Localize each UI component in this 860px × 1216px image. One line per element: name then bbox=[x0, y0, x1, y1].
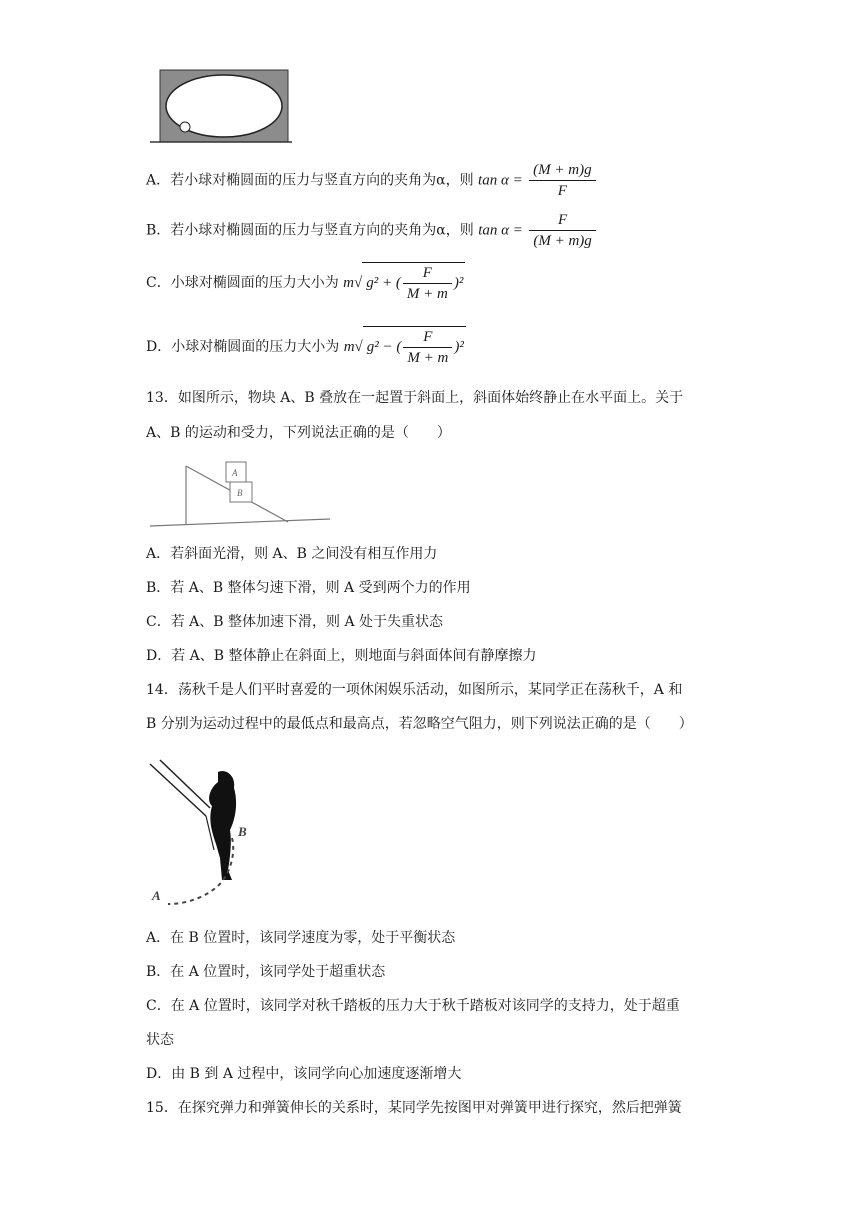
incline-figure bbox=[148, 456, 332, 530]
q14-stem-line1: 14．荡秋千是人们平时喜爱的一项休闲娱乐活动，如图所示，某同学正在荡秋千，A 和 bbox=[146, 682, 683, 698]
label-a: A bbox=[152, 888, 161, 903]
block-b-label: B bbox=[237, 488, 243, 498]
q12-option-d: D．小球对椭圆面的压力大小为 m√ g² − ( $\frac{F}{M + m}$ )² bbox=[146, 326, 466, 368]
q12-option-b: B．若小球对椭圆面的压力与竖直方向的夹角为α，则 tan α = $\frac{F}{(M + m)g}$ bbox=[146, 210, 598, 251]
q14-option-a: A．在 B 位置时，该同学速度为零，处于平衡状态 bbox=[146, 930, 456, 946]
q14-stem-line2: B 分别为运动过程中的最低点和最高点，若忽略空气阻力，则下列说法正确的是（ ） bbox=[146, 716, 693, 732]
q15-stem-line1: 15．在探究弹力和弹簧伸长的关系时，某同学先按图甲对弹簧甲进行探究，然后把弹簧 bbox=[146, 1100, 682, 1116]
q12-option-c: C．小球对椭圆面的压力大小为 m√ g² + ( $\frac{F}{M + m}$ )² bbox=[146, 262, 465, 304]
q13-stem-line1: 13．如图所示，物块 A、B 叠放在一起置于斜面上，斜面体始终静止在水平面上。关于 bbox=[146, 390, 684, 406]
fraction: $\frac{(M + m)g}{F}$ bbox=[529, 160, 595, 201]
q13-option-d: D．若 A、B 整体静止在斜面上，则地面与斜面体间有静摩擦力 bbox=[146, 648, 537, 664]
block-a-label: A bbox=[232, 468, 238, 478]
fraction: $\frac{F}{(M + m)g}$ bbox=[529, 210, 595, 251]
q13-option-a: A．若斜面光滑，则 A、B 之间没有相互作用力 bbox=[146, 546, 438, 562]
q13-option-b: B．若 A、B 整体匀速下滑，则 A 受到两个力的作用 bbox=[146, 580, 471, 596]
ellipse-figure bbox=[150, 68, 292, 148]
q14-option-b: B．在 A 位置时，该同学处于超重状态 bbox=[146, 964, 386, 980]
q12-option-a: A．若小球对椭圆面的压力与竖直方向的夹角为α，则 tan α = $\frac{(M + m)g}{F}$ bbox=[146, 160, 598, 201]
q13-option-c: C．若 A、B 整体加速下滑，则 A 处于失重状态 bbox=[146, 614, 444, 630]
square-root: √ g² + ( $\frac{F}{M + m}$ )² bbox=[354, 262, 465, 304]
label-b: B bbox=[238, 824, 247, 839]
q13-stem-line2: A、B 的运动和受力，下列说法正确的是（ ） bbox=[146, 425, 451, 441]
q14-option-d: D．由 B 到 A 过程中，该同学向心加速度逐渐增大 bbox=[146, 1066, 462, 1082]
q14-option-c-cont: 状态 bbox=[146, 1032, 174, 1048]
swing-figure bbox=[146, 758, 276, 910]
square-root: √ g² − ( $\frac{F}{M + m}$ )² bbox=[355, 326, 466, 368]
q14-option-c: C．在 A 位置时，该同学对秋千踏板的压力大于秋千踏板对该同学的支持力，处于超重 bbox=[146, 998, 680, 1014]
